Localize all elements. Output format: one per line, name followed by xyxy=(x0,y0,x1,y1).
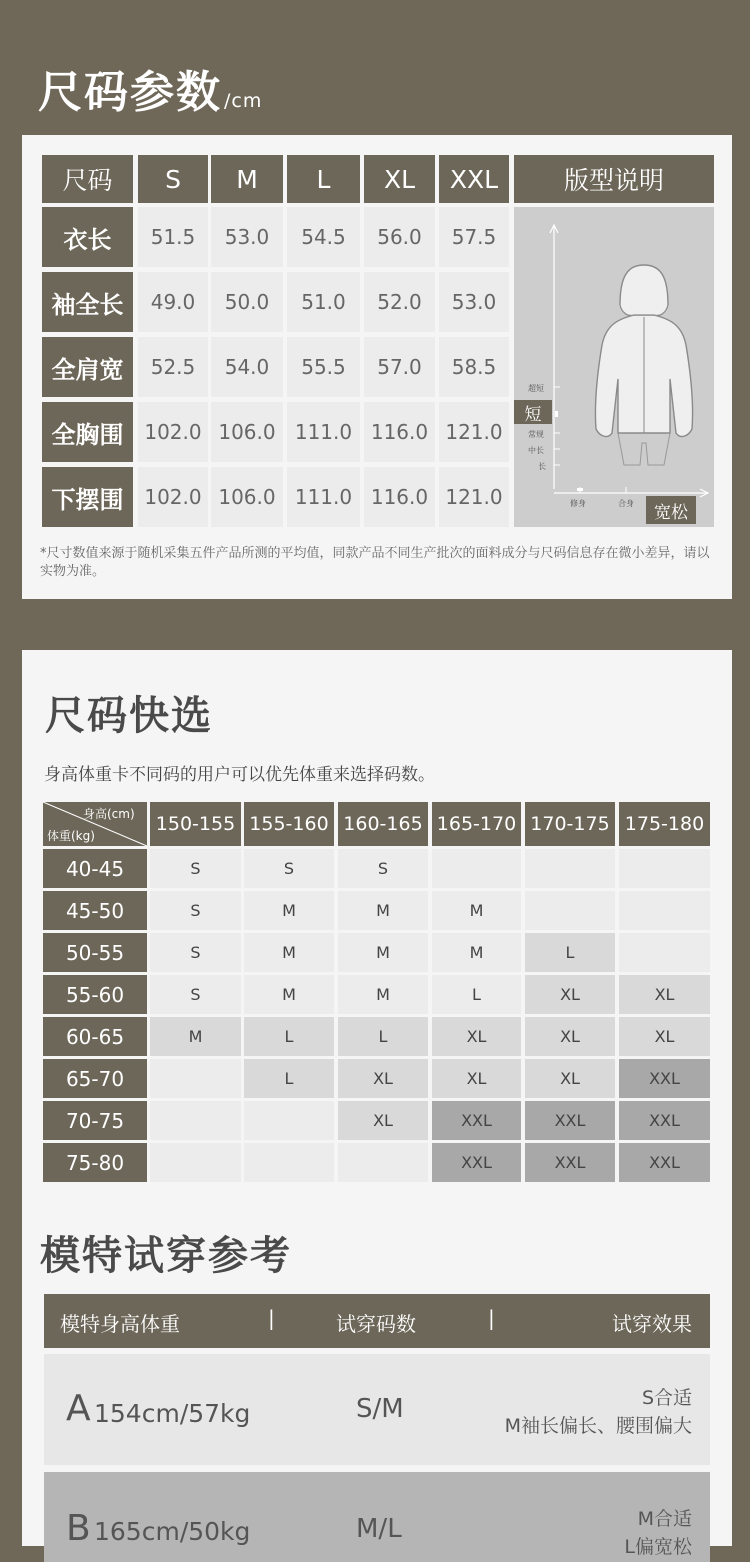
size-cell: XXL xyxy=(432,1143,521,1182)
header-try-effect: 试穿效果 xyxy=(612,1312,692,1336)
size-cell xyxy=(619,849,710,888)
size-cell xyxy=(619,933,710,972)
measure-value: 102.0 xyxy=(138,402,208,462)
measure-value: 56.0 xyxy=(364,207,435,267)
size-cell xyxy=(338,1143,428,1182)
size-cell: XL xyxy=(338,1059,428,1098)
quick-corner-header xyxy=(43,802,147,846)
size-cell: S xyxy=(150,975,241,1014)
weight-row-label: 55-60 xyxy=(43,975,147,1014)
size-cell: XL xyxy=(525,1017,615,1056)
measure-value: 116.0 xyxy=(364,402,435,462)
size-cell: M xyxy=(338,975,428,1014)
unit-label: /cm xyxy=(224,90,263,112)
size-cell: S xyxy=(338,849,428,888)
fit-illustration xyxy=(514,207,714,527)
size-cell xyxy=(150,1059,241,1098)
size-cell: L xyxy=(244,1059,334,1098)
corner-height-label: 身高(cm) xyxy=(83,807,135,821)
height-col-header: 175-180 xyxy=(619,802,710,846)
size-cell xyxy=(525,849,615,888)
model-stats: 154cm/57kg xyxy=(94,1399,251,1428)
row-label: 下摆围 xyxy=(42,467,133,527)
size-cell: XXL xyxy=(525,1101,615,1140)
length-tag: 短 xyxy=(514,400,552,424)
quick-select-subtitle: 身高体重卡不同码的用户可以优先体重来选择码数。 xyxy=(44,765,435,785)
weight-row-label: 50-55 xyxy=(43,933,147,972)
measure-value: 106.0 xyxy=(211,467,283,527)
size-col-header: L xyxy=(287,155,360,203)
size-cell: M xyxy=(244,933,334,972)
size-cell: S xyxy=(244,849,334,888)
size-cell: S xyxy=(150,891,241,930)
length-tick-label: 长 xyxy=(538,462,546,471)
quick-select-title: 尺码快选 xyxy=(45,693,213,739)
size-cell: L xyxy=(338,1017,428,1056)
model-letter: B xyxy=(66,1508,91,1549)
size-cell: L xyxy=(525,933,615,972)
width-tick-label: 合身 xyxy=(618,499,634,508)
size-note: *尺寸数值来源于随机采集五件产品所测的平均值，同款产品不同生产批次的面料成分与尺码信息存在微小差异，请以实物为准。 xyxy=(40,546,710,579)
model-row xyxy=(44,1354,710,1465)
size-cell: M xyxy=(244,891,334,930)
weight-row-label: 45-50 xyxy=(43,891,147,930)
model-effect-line: M袖长偏长、腰围偏大 xyxy=(504,1415,692,1437)
jacket-fit-diagram xyxy=(514,207,714,527)
size-col-header: M xyxy=(211,155,283,203)
model-try-size: S/M xyxy=(356,1394,404,1424)
measure-value: 121.0 xyxy=(439,467,509,527)
size-cell xyxy=(150,1143,241,1182)
header-model-stats: 模特身高体重 xyxy=(60,1312,180,1336)
model-effect-line: M合适 xyxy=(637,1508,692,1530)
model-try-size: M/L xyxy=(356,1514,402,1544)
size-cell xyxy=(619,891,710,930)
measure-value: 54.0 xyxy=(211,337,283,397)
measure-value: 51.5 xyxy=(138,207,208,267)
measure-value: 57.0 xyxy=(364,337,435,397)
size-cell xyxy=(150,1101,241,1140)
size-cell: XL xyxy=(432,1059,521,1098)
size-cell: XL xyxy=(619,1017,710,1056)
height-col-header: 170-175 xyxy=(525,802,615,846)
row-label: 全肩宽 xyxy=(42,337,133,397)
model-effect-line: L偏宽松 xyxy=(624,1536,692,1558)
length-tick-label: 中长 xyxy=(528,446,544,455)
measure-value: 116.0 xyxy=(364,467,435,527)
measure-value: 106.0 xyxy=(211,402,283,462)
height-col-header: 155-160 xyxy=(244,802,334,846)
row-label: 全胸围 xyxy=(42,402,133,462)
weight-row-label: 40-45 xyxy=(43,849,147,888)
height-col-header: 160-165 xyxy=(338,802,428,846)
model-ref-title: 模特试穿参考 xyxy=(40,1233,292,1279)
size-cell: XL xyxy=(619,975,710,1014)
row-label: 袖全长 xyxy=(42,272,133,332)
measure-value: 111.0 xyxy=(287,467,360,527)
length-tick-label: 超短 xyxy=(528,384,544,393)
measure-value: 52.5 xyxy=(138,337,208,397)
size-cell: XXL xyxy=(619,1143,710,1182)
measure-value: 121.0 xyxy=(439,402,509,462)
size-cell xyxy=(244,1101,334,1140)
model-stats: 165cm/50kg xyxy=(94,1517,251,1546)
header-separator: | xyxy=(488,1306,495,1330)
fit-header: 版型说明 xyxy=(514,155,714,203)
size-cell: XXL xyxy=(619,1101,710,1140)
model-letter: A xyxy=(66,1388,91,1429)
weight-row-label: 70-75 xyxy=(43,1101,147,1140)
header-try-size: 试穿码数 xyxy=(336,1312,416,1336)
measure-value: 51.0 xyxy=(287,272,360,332)
measure-value: 53.0 xyxy=(439,272,509,332)
size-cell xyxy=(244,1143,334,1182)
size-cell: L xyxy=(432,975,521,1014)
size-cell xyxy=(432,849,521,888)
size-cell: M xyxy=(338,891,428,930)
height-col-header: 150-155 xyxy=(150,802,241,846)
model-effect-line: S合适 xyxy=(641,1387,692,1409)
size-cell: XL xyxy=(525,1059,615,1098)
row-label: 衣长 xyxy=(42,207,133,267)
weight-row-label: 75-80 xyxy=(43,1143,147,1182)
measure-value: 49.0 xyxy=(138,272,208,332)
size-col-header: S xyxy=(138,155,208,203)
width-tick-label: 修身 xyxy=(570,499,586,508)
size-cell: XXL xyxy=(432,1101,521,1140)
corner-weight-label: 体重(kg) xyxy=(47,829,95,843)
measure-value: 102.0 xyxy=(138,467,208,527)
measure-value: 50.0 xyxy=(211,272,283,332)
weight-row-label: 65-70 xyxy=(43,1059,147,1098)
height-col-header: 165-170 xyxy=(432,802,521,846)
size-cell: XXL xyxy=(525,1143,615,1182)
size-cell: L xyxy=(244,1017,334,1056)
size-cell: XL xyxy=(432,1017,521,1056)
weight-row-label: 60-65 xyxy=(43,1017,147,1056)
measure-value: 54.5 xyxy=(287,207,360,267)
size-col-header: XL xyxy=(364,155,435,203)
size-cell: XL xyxy=(525,975,615,1014)
measure-value: 53.0 xyxy=(211,207,283,267)
size-cell: S xyxy=(150,933,241,972)
measure-value: 55.5 xyxy=(287,337,360,397)
measure-value: 111.0 xyxy=(287,402,360,462)
size-col-header: XXL xyxy=(439,155,509,203)
size-params-title: 尺码参数 /cm xyxy=(38,67,263,118)
width-tag: 宽松 xyxy=(646,496,696,524)
header-separator: | xyxy=(268,1306,275,1330)
model-ref-header xyxy=(44,1294,710,1348)
size-cell xyxy=(525,891,615,930)
size-corner-header: 尺码 xyxy=(42,155,133,203)
size-cell: M xyxy=(432,933,521,972)
size-cell: S xyxy=(150,849,241,888)
size-cell: M xyxy=(244,975,334,1014)
size-cell: XXL xyxy=(619,1059,710,1098)
measure-value: 58.5 xyxy=(439,337,509,397)
size-cell: M xyxy=(338,933,428,972)
measure-value: 57.5 xyxy=(439,207,509,267)
measure-value: 52.0 xyxy=(364,272,435,332)
length-tick-label: 常规 xyxy=(528,430,544,439)
size-cell: M xyxy=(432,891,521,930)
size-cell: XL xyxy=(338,1101,428,1140)
model-row xyxy=(44,1472,710,1562)
size-cell: M xyxy=(150,1017,241,1056)
